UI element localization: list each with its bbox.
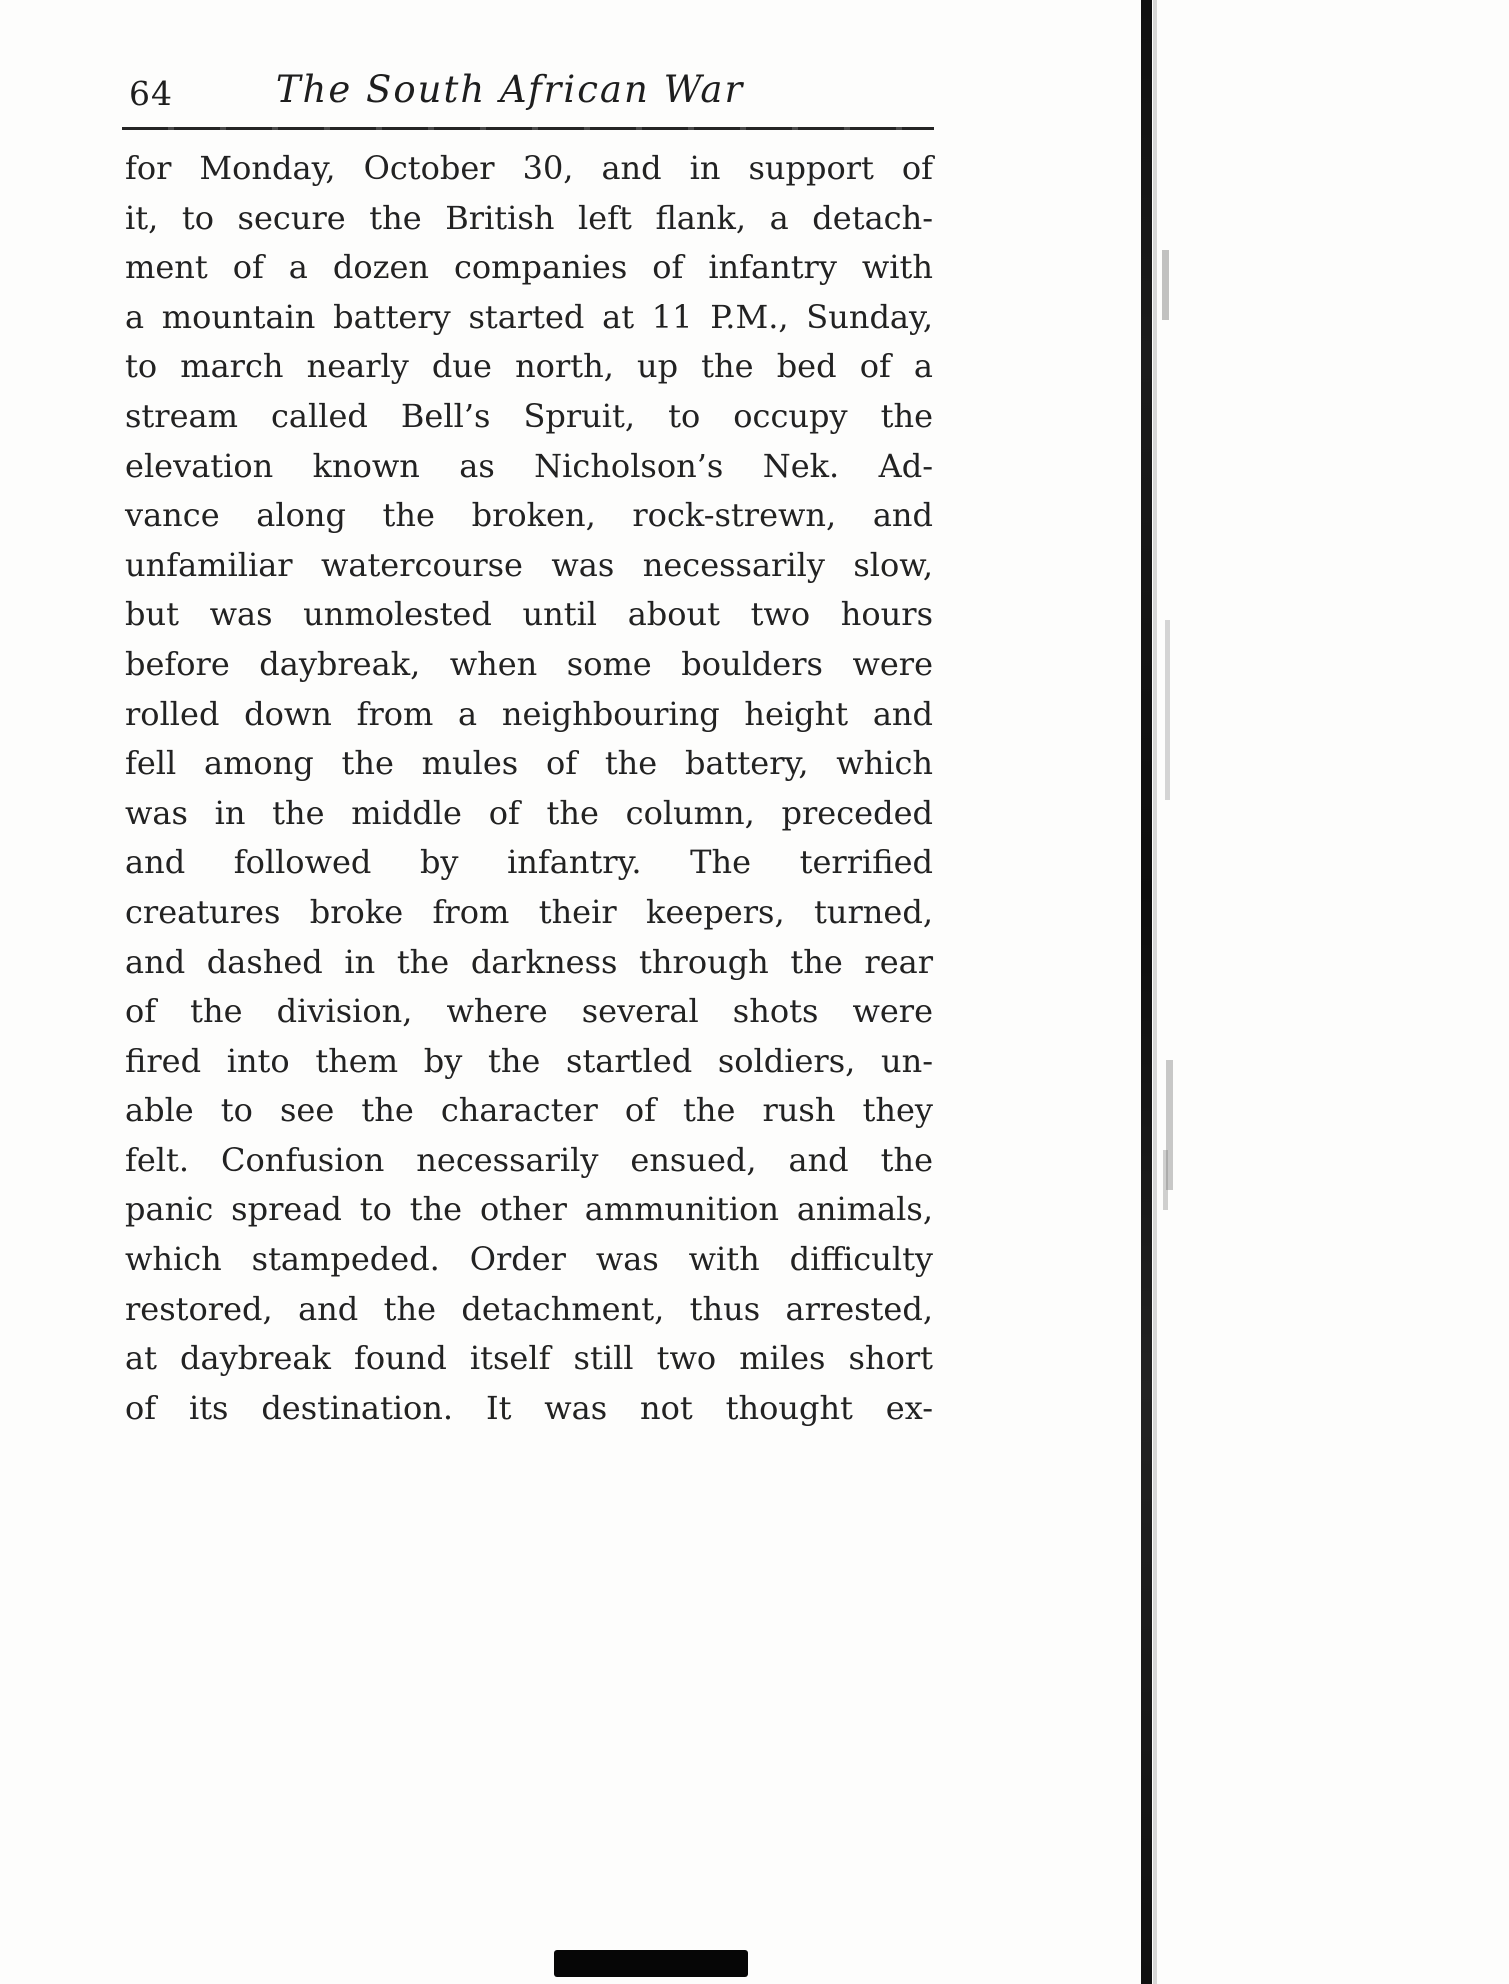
page-number: 64 bbox=[129, 74, 173, 113]
text-line: was in the middle of the column, preceded bbox=[125, 793, 933, 832]
text-line: to march nearly due north, up the bed of a bbox=[125, 347, 933, 386]
scan-smudge bbox=[1162, 250, 1169, 320]
scan-smudge bbox=[1165, 620, 1170, 800]
text-line: fired into them by the startled soldiers, un- bbox=[125, 1041, 933, 1080]
text-line: stream called Bell’s Spruit, to occupy the bbox=[125, 396, 933, 435]
text-line: ment of a dozen companies of infantry with bbox=[125, 248, 933, 287]
text-line: creatures broke from their keepers, turned, bbox=[125, 892, 933, 931]
text-line: it, to secure the British left flank, a detach- bbox=[125, 198, 933, 237]
text-line: able to see the character of the rush they bbox=[125, 1091, 933, 1130]
header-rule bbox=[122, 127, 934, 130]
text-line: panic spread to the other ammunition animals, bbox=[125, 1190, 933, 1229]
text-line: vance along the broken, rock-strewn, and bbox=[125, 496, 933, 535]
text-line: fell among the mules of the battery, which bbox=[125, 744, 933, 783]
text-line: for Monday, October 30, and in support of bbox=[125, 149, 933, 187]
text-line: elevation known as Nicholson’s Nek. Ad- bbox=[125, 446, 933, 485]
text-line: which stampeded. Order was with difficulty bbox=[125, 1240, 933, 1279]
text-line: before daybreak, when some boulders were bbox=[125, 644, 933, 683]
text-line: and followed by infantry. The terrified bbox=[125, 843, 933, 882]
text-line: of its destination. It was not thought ex- bbox=[125, 1388, 933, 1427]
text-line: of the division, where several shots were bbox=[125, 992, 933, 1031]
running-title: The South African War bbox=[275, 68, 745, 111]
text-line: felt. Confusion necessarily ensued, and the bbox=[125, 1140, 933, 1179]
text-line: at daybreak found itself still two miles short bbox=[125, 1339, 933, 1378]
text-line: rolled down from a neighbouring height and bbox=[125, 694, 933, 733]
binding-edge-artifact bbox=[1153, 0, 1157, 1984]
scan-mark-bottom bbox=[554, 1950, 748, 1977]
scan-smudge bbox=[1163, 1150, 1168, 1210]
text-line: a mountain battery started at 11 P.M., Sunday, bbox=[125, 297, 933, 336]
page-header bbox=[125, 66, 935, 118]
text-line: but was unmolested until about two hours bbox=[125, 595, 933, 634]
text-line: and dashed in the darkness through the rear bbox=[125, 942, 933, 981]
text-line: restored, and the detachment, thus arrested, bbox=[125, 1289, 933, 1328]
binding-line-artifact bbox=[1141, 0, 1152, 1984]
text-line: unfamiliar watercourse was necessarily slow, bbox=[125, 545, 933, 584]
body-text bbox=[125, 144, 933, 1433]
